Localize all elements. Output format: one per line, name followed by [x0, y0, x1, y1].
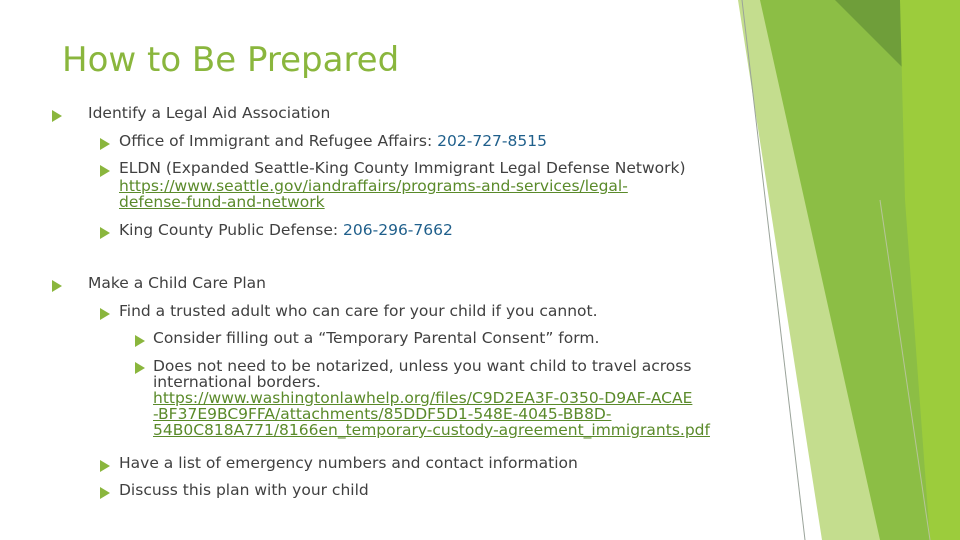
- item-label: Office of Immigrant and Refugee Affairs:: [119, 132, 438, 150]
- link-line[interactable]: 54B0C818A771/8166en_temporary-custody-agreement_immigrants.pdf: [153, 421, 710, 439]
- triangle-bullet-icon: [100, 227, 110, 239]
- list-item-discuss-plan: Discuss this plan with your child: [119, 481, 369, 499]
- list-item-kcpd: [119, 222, 453, 239]
- item-label: King County Public Defense:: [119, 221, 344, 239]
- triangle-bullet-icon: [52, 110, 62, 122]
- link-line[interactable]: -BF37E9BC9FFA/attachments/85DDF5D1-548E-4045-BB8D-: [153, 405, 612, 423]
- list-item-notarized: [153, 358, 710, 438]
- triangle-bullet-icon: [52, 280, 62, 292]
- triangle-bullet-icon: [100, 138, 110, 150]
- triangle-bullet-icon: [100, 487, 110, 499]
- link-line[interactable]: https://www.washingtonlawhelp.org/files/C9D2EA3F-0350-D9AF-ACAE: [153, 389, 693, 407]
- item-text-line: Does not need to be notarized, unless you want child to travel across: [153, 357, 692, 375]
- list-item-oira: [119, 133, 547, 150]
- triangle-bullet-icon: [100, 165, 110, 177]
- triangle-bullet-icon: [100, 308, 110, 320]
- triangle-bullet-icon: [135, 335, 145, 347]
- list-item-consent-form: Consider filling out a “Temporary Parental Consent” form.: [153, 329, 600, 347]
- section-heading-legal-aid: Identify a Legal Aid Association: [88, 104, 331, 122]
- item-text-line: international borders.: [153, 373, 321, 391]
- triangle-bullet-icon: [135, 362, 145, 374]
- triangle-bullet-icon: [100, 460, 110, 472]
- phone-number[interactable]: 206-296-7662: [343, 221, 453, 239]
- list-item-emergency-numbers: Have a list of emergency numbers and contact information: [119, 454, 578, 472]
- eldn-link[interactable]: [119, 178, 628, 210]
- link-line[interactable]: defense-fund-and-network: [119, 193, 325, 211]
- link-line[interactable]: https://www.seattle.gov/iandraffairs/programs-and-services/legal-: [119, 177, 628, 195]
- phone-number[interactable]: 202-727-8515: [437, 132, 547, 150]
- list-item-trusted-adult: Find a trusted adult who can care for your child if you cannot.: [119, 302, 598, 320]
- list-item-eldn: ELDN (Expanded Seattle-King County Immigrant Legal Defense Network): [119, 159, 686, 177]
- page-title: How to Be Prepared: [62, 40, 400, 80]
- section-heading-child-care: Make a Child Care Plan: [88, 274, 267, 292]
